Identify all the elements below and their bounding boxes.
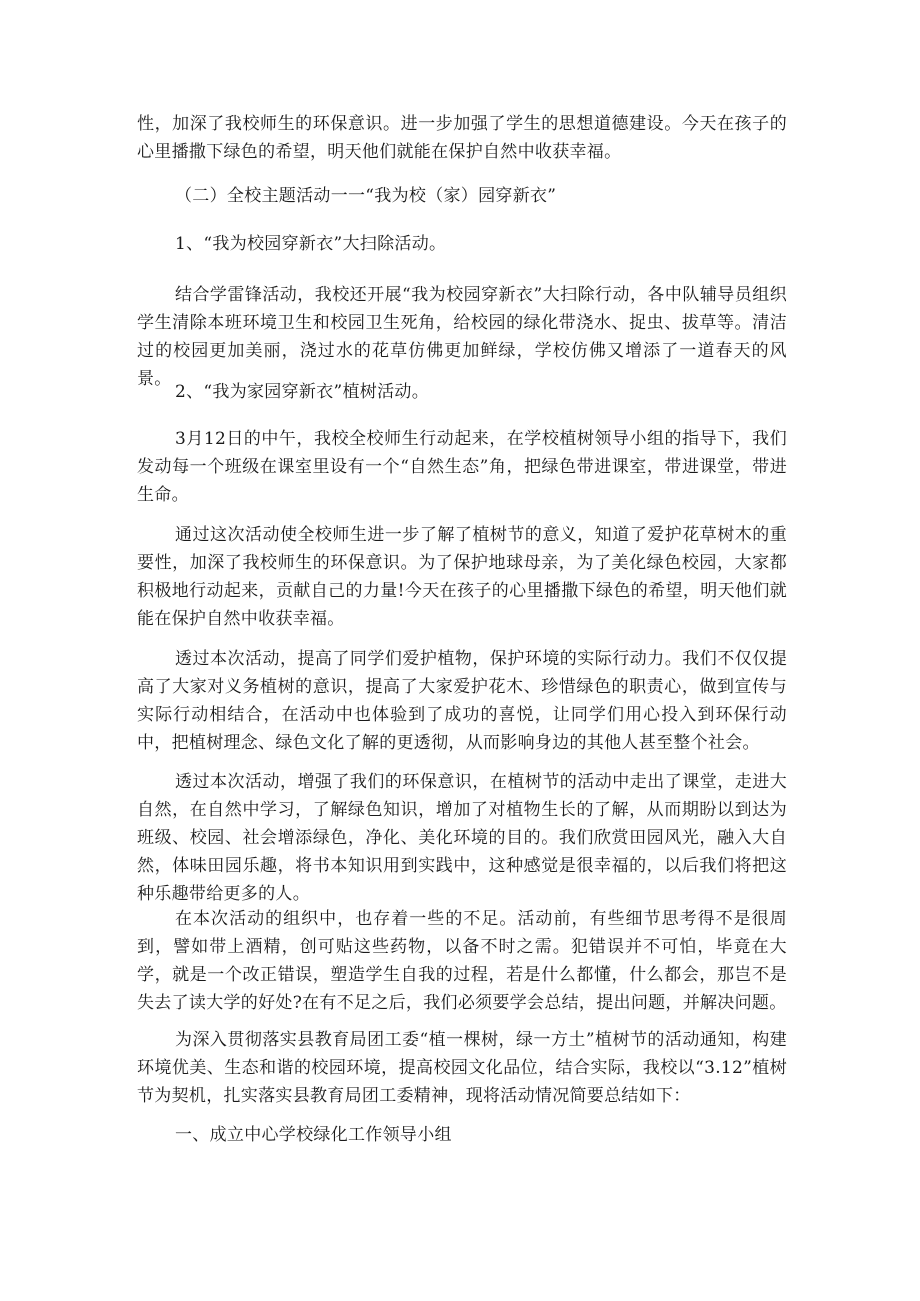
paragraph-shortcomings: 在本次活动的组织中，也存着一些的不足。活动前，有些细节思考得不是很周到，譬如带上酒精，创可贴这些药物，以备不时之需。犯错误并不可怕，毕竟在大学，就是一个改正错误，塑造学生自我的过程，若是什么都懂，什么都会，那岂不是失去了读大学的好处?在有不足之后，我们必须要学会总结，提出问题，并解决问题。 — [137, 909, 787, 1013]
paragraph-continuation: 性，加深了我校师生的环保意识。进一步加强了学生的思想道德建设。今天在孩子的心里播撒下绿色的希望，明天他们就能在保护自然中收获幸福。 — [137, 114, 787, 162]
section-heading-1: 一、成立中心学校绿化工作领导小组 — [175, 1125, 452, 1145]
paragraph-action: 透过本次活动，提高了同学们爱护植物，保护环境的实际行动力。我们不仅仅提高了大家对义务植树的意识，提高了大家爱护花木、珍惜绿色的职责心，做到宣传与实际行动相结合，在活动中也体验到了成功的喜悦，让同学们用心投入到环保行动中，把植树理念、绿色文化了解的更透彻，从而影响身边的其他人甚至整个社会。 — [137, 649, 787, 753]
paragraph-summary-intro: 为深入贯彻落实县教育局团工委“植一棵树，绿一方土”植树节的活动通知，构建环境优美、生态和谐的校园环境，提高校园文化品位，结合实际，我校以“3.12”植树节为契机，扎实落实县教育局团工委精神，现将活动情况简要总结如下： — [137, 1030, 787, 1106]
paragraph-cleanup: 结合学雷锋活动，我校还开展“我为校园穿新衣”大扫除行动，各中队辅导员组织学生清除本班环境卫生和校园卫生死角，给校园的绿化带浇水、捉虫、拔草等。清洁过的校园更加美丽，浇过水的花草仿佛更加鲜绿，学校仿佛又增添了一道春天的风景。 — [137, 285, 787, 389]
paragraph-meaning: 通过这次活动使全校师生进一步了解了植树节的意义，知道了爱护花草树木的重要性，加深了我校师生的环保意识。为了保护地球母亲，为了美化绿色校园，大家都积极地行动起来，贡献自己的力量!今天在孩子的心里播撒下绿色的希望，明天他们就能在保护自然中收获幸福。 — [137, 525, 787, 629]
subheading-cleanup: 1、“我为校园穿新衣”大扫除活动。 — [175, 234, 447, 254]
paragraph-awareness: 透过本次活动，增强了我们的环保意识，在植树节的活动中走出了课堂，走进大自然，在自然中学习，了解绿色知识，增加了对植物生长的了解，从而期盼以到达为班级、校园、社会增添绿色，净化、美化环境的目的。我们欣赏田园风光，融入大自然，体味田园乐趣，将书本知识用到实践中，这种感觉是很幸福的，以后我们将把这种乐趣带给更多的人。 — [137, 772, 787, 904]
paragraph-march-12: 3月12日的中午，我校全校师生行动起来，在学校植树领导小组的指导下，我们发动每一个班级在课室里设有一个“自然生态”角，把绿色带进课室，带进课堂，带进生命。 — [137, 429, 787, 505]
section-heading-2: （二）全校主题活动一一“我为校（家）园穿新衣” — [175, 186, 557, 206]
subheading-planting: 2、“我为家园穿新衣”植树活动。 — [175, 382, 429, 402]
